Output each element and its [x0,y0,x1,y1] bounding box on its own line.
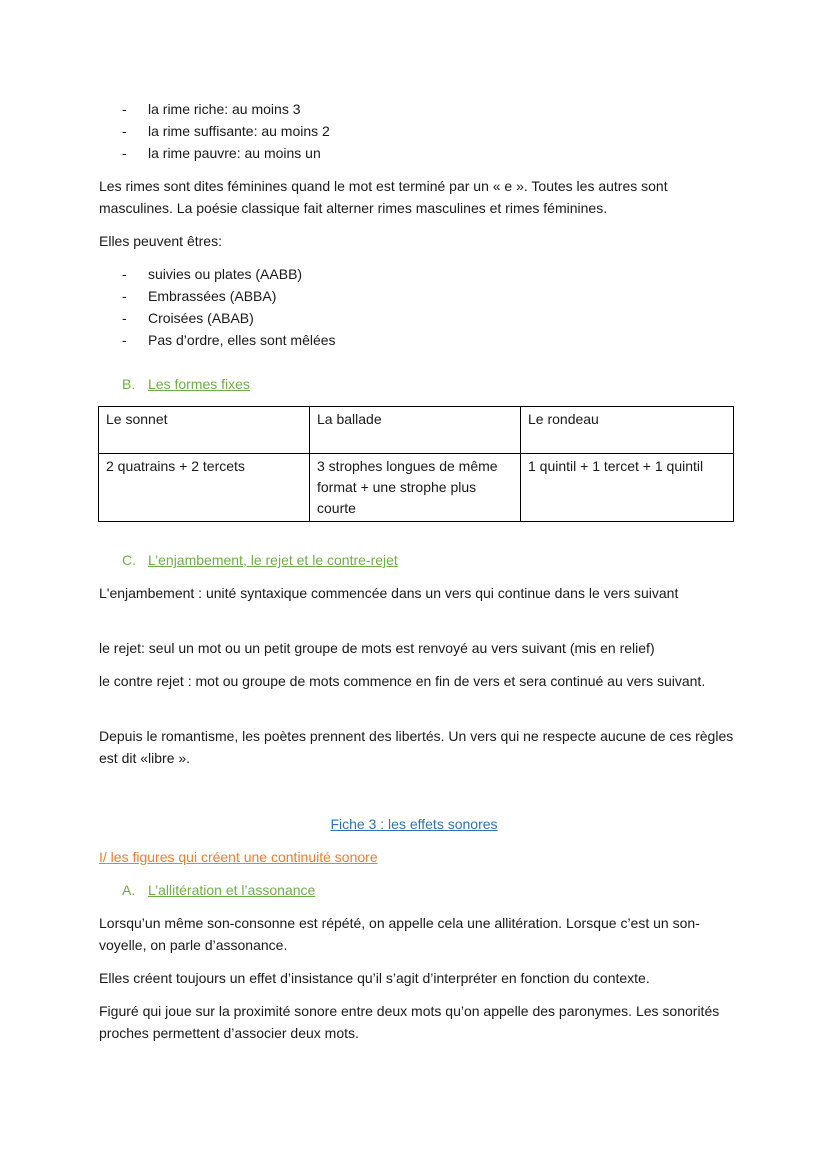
table-header-row [99,407,734,454]
fiche-title-link[interactable]: Fiche 3 : les effets sonores [330,816,498,832]
paragraph-alliteration: Lorsqu’un même son-consonne est répété, on appelle cela une allitération. Lorsque c’est un son-voyelle, on parle d’assonance. [99,915,700,953]
list-bullet: - [122,145,127,161]
paragraph-elles-peuvent: Elles peuvent êtres: [99,233,222,249]
paragraph-insistance: Elles créent toujours un effet d’insistance qu’il s’agit d’interpréter en fonction du contexte. [99,970,650,986]
table-cell: 3 strophes longues de même format + une strophe plus courte [310,454,521,522]
fixed-forms-table [98,406,734,522]
list-item: Embrassées (ABBA) [148,288,277,304]
section-title: Les formes fixes [148,376,250,392]
section-heading-a [122,879,315,901]
list-bullet: - [122,310,127,326]
table-header-cell: Le sonnet [99,407,310,454]
list-bullet: - [122,332,127,348]
list-bullet: - [122,101,127,117]
paragraph-rejet: le rejet: seul un mot ou un petit groupe de mots est renvoyé au vers suivant (mis en relief) [99,640,655,656]
list-bullet: - [122,266,127,282]
paragraph-feminine-rhymes: Les rimes sont dites féminines quand le mot est terminé par un « e ». Toutes les autres sont masculines. La poésie classique fait alterner rimes masculines et rimes féminines. [99,178,668,216]
list-item: suivies ou plates (AABB) [148,266,303,282]
section-letter: C. [122,552,136,568]
table-header-cell: Le rondeau [521,407,734,454]
list-item: la rime pauvre: au moins un [148,145,321,161]
list-item: Pas d’ordre, elles sont mêlées [148,332,336,348]
section-letter: B. [122,376,136,392]
paragraph-enjambement: L'enjambement : unité syntaxique commencée dans un vers qui continue dans le vers suivant [99,585,679,601]
paragraph-contre-rejet: le contre rejet : mot ou groupe de mots commence en fin de vers et sera continué au vers suivant. [99,673,706,689]
section-heading-c [122,549,398,571]
part-heading-container [99,846,378,868]
section-title: L’enjambement, le rejet et le contre-rejet [148,552,398,568]
table-row [99,454,734,522]
table-cell: 2 quatrains + 2 tercets [99,454,310,522]
list-item: la rime riche: au moins 3 [148,101,301,117]
list-bullet: - [122,123,127,139]
section-heading-b [122,373,250,395]
paragraph-romantisme: Depuis le romantisme, les poètes prennent des libertés. Un vers qui ne respecte aucune de ces règles est dit «libre ». [99,728,734,766]
table-cell: 1 quintil + 1 tercet + 1 quintil [521,454,734,522]
paragraph-paronymes: Figuré qui joue sur la proximité sonore entre deux mots qu’on appelle des paronymes. Les sonorités proches permettent d’associer deux mots. [99,1003,720,1041]
list-item: Croisées (ABAB) [148,310,254,326]
section-letter: A. [122,882,136,898]
section-title: L’allitération et l’assonance [148,882,316,898]
part-i-heading-link[interactable]: I/ les figures qui créent une continuité sonore [99,849,378,865]
table-header-cell: La ballade [310,407,521,454]
fiche-title-container [0,813,828,835]
list-item: la rime suffisante: au moins 2 [148,123,330,139]
list-bullet: - [122,288,127,304]
